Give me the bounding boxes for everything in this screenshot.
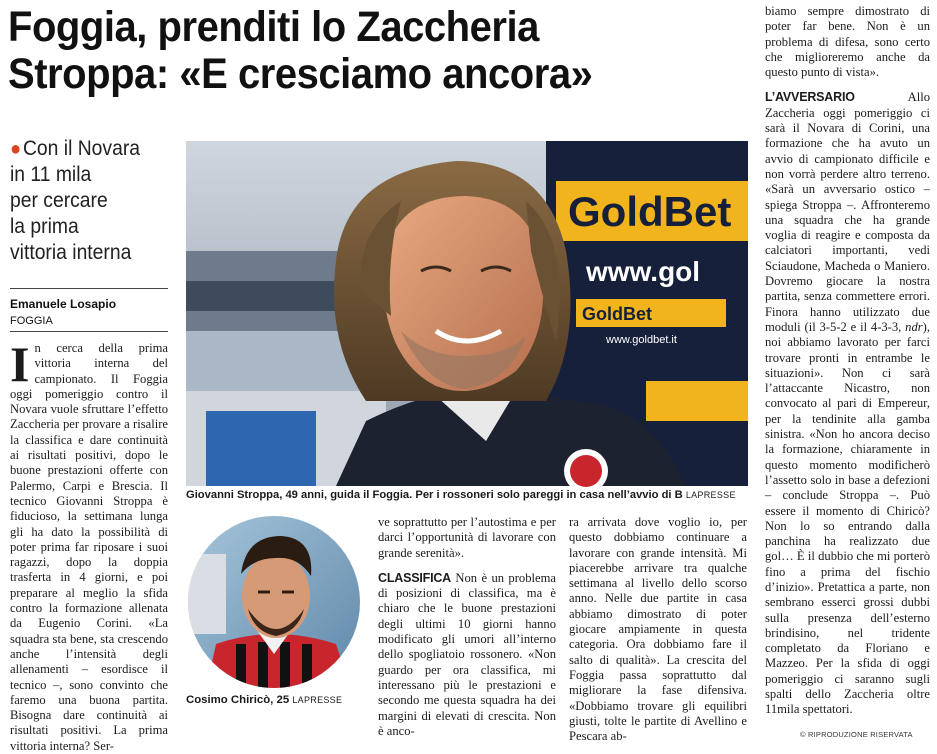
summary-line-4: la prima: [10, 215, 79, 238]
summary: [10, 136, 162, 266]
chirico-portrait: [186, 514, 362, 690]
chirico-caption: [186, 694, 366, 706]
article-text: biamo sempre dimostrato di poter far bene. Non è un problema di difesa, sono certo che miglioreremo anche da questo punto di vista».: [765, 4, 930, 80]
photo-credit: LAPRESSE: [292, 695, 343, 705]
photo-credit: LAPRESSE: [685, 490, 736, 500]
summary-line-2: in 11 mila: [10, 163, 92, 186]
bullet-icon: ●: [10, 138, 22, 160]
article-column-4: [765, 4, 930, 724]
article-column-1: [10, 336, 168, 753]
caption-text: Cosimo Chiricò, 25: [186, 694, 290, 706]
headline-line-1: Foggia, prenditi lo Zaccheria: [8, 3, 539, 51]
drop-cap: I: [10, 336, 30, 392]
article-text: ), noi abbiamo lavorato per farci trovare pronti in entrambe le situazioni». Non ci sarà l’attaccante Nicastro, non convocato al pari di Empereur, per la tendinite alla gamba sinistra. «Non ho ancora deciso la formazione, chiaramente in questo momento modificherò l’assetto solo in base a defezioni – conclude Stroppa –. Può essere il momento di Chiricò? Non lo so entrando dalla panchina ha realizzato due gol… È il dubbio che mi porterò fino a prima del fischio d’inizio». Pretattica a parte, non sembrano esserci grossi dubbi sulla presenza dell’esterno brindisino, nel tridente completato da Floriano e Mazzeo. Per la sfida di oggi pomeriggio ci saranno sugli spalti dello Zaccheria oltre 11mila spettatori.: [765, 319, 930, 717]
dateline: FOGGIA: [10, 315, 53, 327]
article-text: ve soprattutto per l’autostima e per darci l’opportunità di lavorare con grande serenità».: [378, 515, 556, 560]
main-photo: [186, 141, 748, 486]
photo-caption: [186, 489, 752, 501]
summary-line-1: ●Con il Novara: [10, 137, 141, 160]
article-column-3: [569, 515, 747, 744]
chirico-photo: [186, 514, 362, 690]
article-text: n cerca della prima vittoria interna del campionato. Il Foggia oggi pomeriggio contro il Novara vuole sfruttare l’effetto Zaccheria per provare a risalire la classifica e dare continuità ai risultati positivi, dopo le buone prestazioni offerte con Palermo, Carpi e Brescia. Il tecnico Giovanni Stroppa è fiducioso, la settimana lunga gli ha dato la possibilità di poter prima far riposare i suoi ragazzi, dopo la doppia trasferta in 4 giorni, e poi preparare al meglio la sfida contro la formazione allenata da Eugenio Corini. «La squadra sta bene, sta crescendo anche l’intensità degli allenamenti – esordisce il tecnico –, sono convinto che faremo una buona partita. Bisogna dare continuità ai risultati positivi. La prima vittoria interna? Ser-: [10, 341, 168, 753]
article-text: Allo Zaccheria oggi pomeriggio ci sarà il Novara di Corini, una formazione che ha avuto un avvio di campionato difficile e non vorrà perdere altro terreno. «Sarà un avversario ostico – spiega Stroppa –. Affronteremo una squadra che ha grande voglia di reagire e composta da calciatori importanti, vedi Sciaudone, Macheda o Maniero. Dovremo giocare la nostra partita, senza commettere errori. Finora hanno utilizzato due moduli (il 3-5-2 e il 4-3-3,: [765, 90, 930, 334]
banner-brand: GoldBet: [568, 188, 732, 235]
divider: [10, 331, 168, 332]
banner-url: www.gol: [586, 256, 701, 287]
article-text: Non è un problema di posizioni di classifica, ma è chiaro che le buone prestazioni degli ultimi 10 giorni hanno modificato gli umori all’interno dello spogliatoio rossonero. «Non guardo per ora classifica, mi interessano più le prestazioni e secondo me questa squadra ha dei margini di elevati di crescita. Non è anco-: [378, 570, 556, 738]
banner-url-small: www.goldbet.it: [606, 334, 677, 346]
article-column-2: [378, 515, 556, 741]
summary-line-3: per cercare: [10, 189, 108, 212]
headline: [8, 4, 706, 98]
byline: [10, 296, 170, 330]
author-name: Emanuele Losapio: [10, 297, 117, 311]
divider: [10, 288, 168, 289]
reproduction-notice: © RIPRODUZIONE RISERVATA: [800, 730, 913, 739]
caption-text: Giovanni Stroppa, 49 anni, guida il Foggia. Per i rossoneri solo pareggi in casa nell’avvio di B: [186, 489, 683, 501]
banner-brand-small: GoldBet: [582, 304, 652, 324]
stroppa-photo: [186, 141, 748, 486]
editor-note: ndr: [905, 319, 923, 334]
summary-line-5: vittoria interna: [10, 241, 132, 264]
article-text: ra arrivata dove voglio io, per questo dobbiamo continuare a lavorare con grande intensità. Mi piacerebbe arrivare tra qualche settimana al livello dello scorso anno. Nelle due partite in casa abbiamo dimostrato di poter giocare ampiamente in questa categoria. Ora dobbiamo fare il salto di qualità». La crescita del Foggia passa soprattutto dal migliorare la fase difensiva. «Dobbiamo trovare gli equilibri giusti, tolte le partite di Avellino e Pescara ab-: [569, 515, 747, 744]
section-kicker: L’AVVERSARIO: [765, 90, 855, 105]
headline-line-2: Stroppa: «E cresciamo ancora»: [8, 50, 593, 98]
section-kicker: CLASSIFICA: [378, 570, 452, 585]
